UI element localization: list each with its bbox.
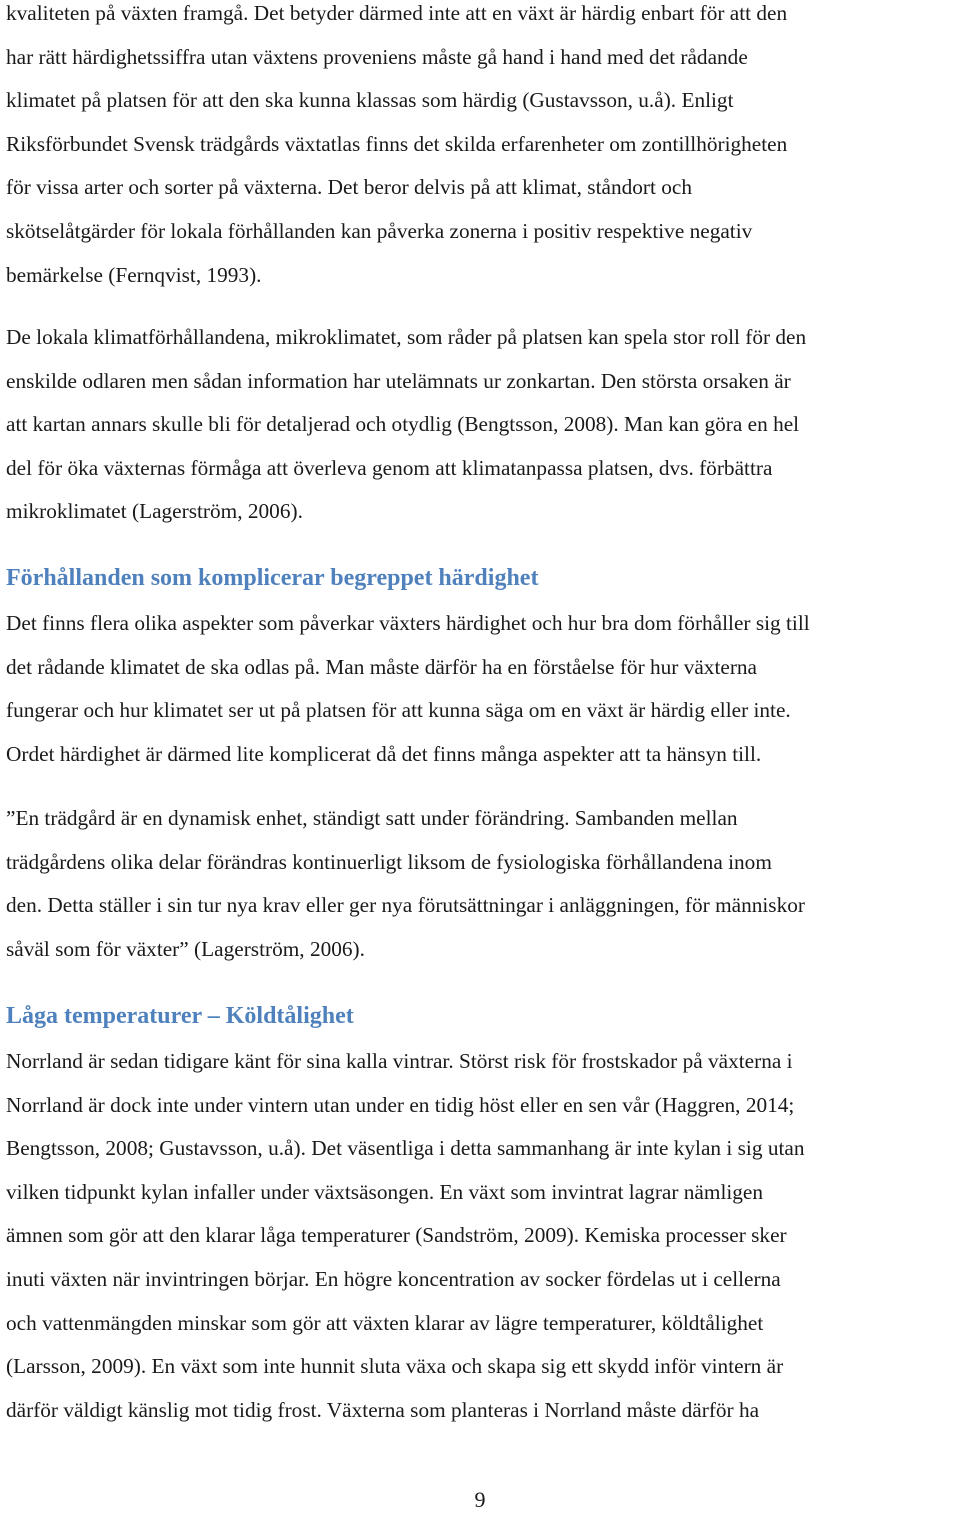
text-line: för vissa arter och sorter på växterna. Det beror delvis på att klimat, ståndort och: [6, 175, 692, 200]
text-line: (Larsson, 2009). En växt som inte hunnit sluta växa och skapa sig ett skydd inför vintern är: [6, 1354, 784, 1379]
paragraph-hardiness-provenance: [6, 0, 787, 297]
text-line: bemärkelse (Fernqvist, 1993).: [6, 262, 262, 287]
paragraph-norrland: [6, 1040, 805, 1432]
text-line: Ordet härdighet är därmed lite komplicerat då det finns många aspekter att ta hänsyn till.: [6, 741, 762, 766]
text-line: klimatet på platsen för att den ska kunna klassas som härdig (Gustavsson, u.å). Enligt: [6, 88, 734, 113]
text-line: ämnen som gör att den klarar låga temperaturer (Sandström, 2009). Kemiska processer sker: [6, 1223, 787, 1248]
text-line: Bengtsson, 2008; Gustavsson, u.å). Det väsentliga i detta sammanhang är inte kylan i sig utan: [6, 1136, 805, 1161]
text-line: att kartan annars skulle bli för detaljerad och otydlig (Bengtsson, 2008). Man kan göra en hel: [6, 412, 800, 437]
section-heading-low-temperatures: Låga temperaturer – Köldtålighet: [6, 1003, 354, 1029]
text-line: har rätt härdighetssiffra utan växtens proveniens måste gå hand i hand med det rådande: [6, 44, 748, 69]
text-line: enskilde odlaren men sådan information har utelämnats ur zonkartan. Den största orsaken är: [6, 368, 791, 393]
text-line: och vattenmängden minskar som gör att växten klarar av lägre temperaturer, köldtålighet: [6, 1310, 764, 1335]
text-line: vilken tidpunkt kylan infaller under växtsäsongen. En växt som invintrat lagrar nämligen: [6, 1179, 764, 1204]
text-line: Norrland är dock inte under vintern utan under en tidig höst eller en sen vår (Haggren, 2014;: [6, 1092, 795, 1117]
paragraph-quote: [6, 797, 805, 971]
text-line: Norrland är sedan tidigare känt för sina kalla vintrar. Störst risk för frostskador på växterna i: [6, 1049, 793, 1073]
text-line: det rådande klimatet de ska odlas på. Man måste därför ha en förståelse för hur växterna: [6, 654, 758, 679]
text-line: därför väldigt känslig mot tidig frost. Växterna som planteras i Norrland måste därför ha: [6, 1397, 760, 1422]
section-heading-conditions: Förhållanden som komplicerar begreppet härdighet: [6, 565, 539, 591]
text-line: De lokala klimatförhållandena, mikroklimatet, som råder på platsen kan spela stor roll för den: [6, 325, 807, 349]
text-line: del för öka växternas förmåga att överleva genom att klimatanpassa platsen, dvs. förbättra: [6, 455, 773, 480]
text-line: kvaliteten på växten framgå. Det betyder därmed inte att en växt är härdig enbart för att den: [6, 1, 788, 25]
paragraph-microclimate: [6, 316, 806, 534]
text-line: ”En trädgård är en dynamisk enhet, ständigt satt under förändring. Sambanden mellan: [6, 806, 738, 830]
text-line: inuti växten när invintringen börjar. En högre koncentration av socker fördelas ut i cellerna: [6, 1266, 781, 1291]
text-line: Riksförbundet Svensk trädgårds växtatlas finns det skilda erfarenheter om zontillhörigheten: [6, 131, 788, 156]
text-line: såväl som för växter” (Lagerström, 2006).: [6, 936, 365, 961]
text-line: fungerar och hur klimatet ser ut på platsen för att kunna säga om en växt är härdig eller inte.: [6, 698, 791, 723]
page-number: 9: [474, 1487, 486, 1512]
text-line: den. Detta ställer i sin tur nya krav eller ger nya förutsättningar i anläggningen, för människor: [6, 893, 805, 918]
text-line: Det finns flera olika aspekter som påverkar växters härdighet och hur bra dom förhåller sig till: [6, 611, 810, 635]
text-line: mikroklimatet (Lagerström, 2006).: [6, 499, 303, 524]
text-line: trädgårdens olika delar förändras kontinuerligt liksom de fysiologiska förhållandena inom: [6, 849, 772, 874]
paragraph-aspects: [6, 602, 810, 776]
text-line: skötselåtgärder för lokala förhållanden kan påverka zonerna i positiv respektive negativ: [6, 218, 753, 243]
